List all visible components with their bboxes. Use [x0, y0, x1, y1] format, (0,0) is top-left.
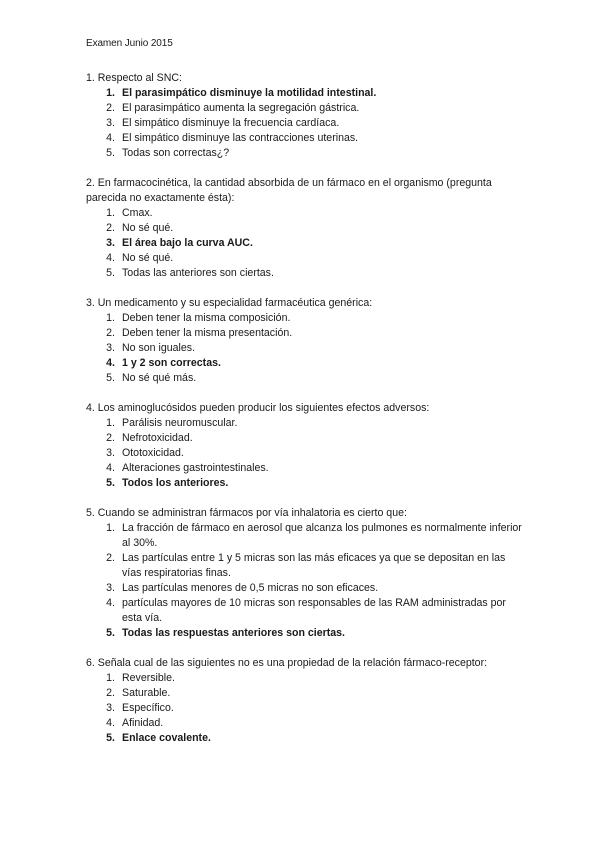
- option-item: [86, 251, 526, 266]
- option-item: [86, 311, 526, 326]
- question-text: 1. Respecto al SNC:: [86, 72, 182, 84]
- option-number: 1.: [106, 87, 115, 99]
- option-item: [86, 731, 526, 746]
- option-text: Saturable.: [122, 687, 171, 699]
- question-text: 6. Señala cual de las siguientes no es una propiedad de la relación fármaco-receptor:: [86, 657, 488, 669]
- question-text: 5. Cuando se administran fármacos por vía inhalatoria es cierto que:: [86, 507, 407, 519]
- option-item: [86, 476, 526, 491]
- option-text: Las partículas menores de 0,5 micras no son eficaces.: [122, 582, 379, 594]
- option-text: 1 y 2 son correctas.: [122, 357, 221, 369]
- exam-content: [86, 71, 526, 761]
- option-item: [86, 206, 526, 221]
- option-item: [86, 626, 526, 641]
- option-text: Afinidad.: [122, 717, 164, 729]
- option-number: 1.: [106, 672, 115, 684]
- option-text: El simpático disminuye las contracciones uterinas.: [122, 132, 359, 144]
- option-item: [86, 131, 526, 146]
- question-text: 3. Un medicamento y su especialidad farmacéutica genérica:: [86, 297, 373, 309]
- option-number: 2.: [106, 432, 115, 444]
- option-number: 4.: [106, 132, 115, 144]
- option-item: [86, 461, 526, 476]
- option-text: Ototoxicidad.: [122, 447, 184, 459]
- option-item: [86, 116, 526, 131]
- option-number: 3.: [106, 582, 115, 594]
- option-text: Nefrotoxicidad.: [122, 432, 193, 444]
- option-number: 3.: [106, 447, 115, 459]
- option-number: 1.: [106, 522, 115, 534]
- option-text: Deben tener la misma presentación.: [122, 327, 293, 339]
- options-list: [86, 521, 526, 641]
- option-text: Parálisis neuromuscular.: [122, 417, 238, 429]
- page-header: Examen Junio 2015: [86, 38, 173, 49]
- option-item: [86, 356, 526, 371]
- option-item: [86, 341, 526, 356]
- question-2: [86, 176, 526, 281]
- option-number: 2.: [106, 552, 115, 564]
- option-number: 2.: [106, 327, 115, 339]
- option-text: El simpático disminuye la frecuencia cardíaca.: [122, 117, 340, 129]
- option-number: 5.: [106, 372, 115, 384]
- option-number: 1.: [106, 207, 115, 219]
- option-text: No sé qué.: [122, 252, 174, 264]
- option-item: [86, 86, 526, 101]
- option-text: Todas son correctas¿?: [122, 147, 230, 159]
- option-text: Todas las anteriores son ciertas.: [122, 267, 274, 279]
- option-item: [86, 236, 526, 251]
- option-number: 1.: [106, 312, 115, 324]
- option-item: [86, 146, 526, 161]
- option-item: [86, 686, 526, 701]
- option-text: El parasimpático disminuye la motilidad intestinal.: [122, 87, 377, 99]
- option-item: [86, 266, 526, 281]
- option-number: 3.: [106, 117, 115, 129]
- question-3: [86, 296, 526, 386]
- option-number: 4.: [106, 597, 115, 609]
- option-number: 5.: [106, 627, 115, 639]
- option-text: Todos los anteriores.: [122, 477, 229, 489]
- option-text: Alteraciones gastrointestinales.: [122, 462, 269, 474]
- option-item: [86, 371, 526, 386]
- options-list: [86, 311, 526, 386]
- option-number: 2.: [106, 222, 115, 234]
- option-number: 4.: [106, 252, 115, 264]
- option-text: partículas mayores de 10 micras son responsables de las RAM administradas por esta vía.: [122, 597, 506, 624]
- option-item: [86, 101, 526, 116]
- option-number: 5.: [106, 477, 115, 489]
- question-5: [86, 506, 526, 641]
- question-4: [86, 401, 526, 491]
- question-text: 4. Los aminoglucósidos pueden producir los siguientes efectos adversos:: [86, 402, 430, 414]
- option-item: [86, 446, 526, 461]
- option-number: 4.: [106, 357, 115, 369]
- option-number: 4.: [106, 717, 115, 729]
- option-item: [86, 671, 526, 686]
- option-text: El área bajo la curva AUC.: [122, 237, 253, 249]
- option-item: [86, 326, 526, 341]
- option-item: [86, 716, 526, 731]
- option-text: No sé qué más.: [122, 372, 197, 384]
- option-text: Cmax.: [122, 207, 153, 219]
- option-item: [86, 416, 526, 431]
- option-number: 1.: [106, 417, 115, 429]
- option-item: [86, 581, 526, 596]
- option-text: Todas las respuestas anteriores son ciertas.: [122, 627, 345, 639]
- option-text: Reversible.: [122, 672, 175, 684]
- options-list: [86, 416, 526, 491]
- option-number: 3.: [106, 237, 115, 249]
- option-item: [86, 596, 526, 626]
- option-text: El parasimpático aumenta la segregación gástrica.: [122, 102, 360, 114]
- option-number: 2.: [106, 102, 115, 114]
- options-list: [86, 86, 526, 161]
- option-text: La fracción de fármaco en aerosol que alcanza los pulmones es normalmente inferior al 30%.: [122, 522, 522, 549]
- option-text: Específico.: [122, 702, 174, 714]
- option-number: 2.: [106, 687, 115, 699]
- options-list: [86, 671, 526, 746]
- option-item: [86, 551, 526, 581]
- option-text: No sé qué.: [122, 222, 174, 234]
- question-6: [86, 656, 526, 746]
- option-item: [86, 521, 526, 551]
- question-1: [86, 71, 526, 161]
- option-item: [86, 431, 526, 446]
- option-item: [86, 221, 526, 236]
- option-text: Enlace covalente.: [122, 732, 211, 744]
- option-text: Deben tener la misma composición.: [122, 312, 291, 324]
- option-number: 5.: [106, 732, 115, 744]
- option-text: No son iguales.: [122, 342, 196, 354]
- option-number: 5.: [106, 267, 115, 279]
- option-number: 4.: [106, 462, 115, 474]
- option-number: 3.: [106, 342, 115, 354]
- question-text: 2. En farmacocinética, la cantidad absorbida de un fármaco en el organismo (pregunta parecida no exactamente ésta):: [86, 177, 492, 204]
- option-item: [86, 701, 526, 716]
- option-number: 5.: [106, 147, 115, 159]
- option-number: 3.: [106, 702, 115, 714]
- option-text: Las partículas entre 1 y 5 micras son las más eficaces ya que se depositan en las vías respiratorias finas.: [122, 552, 506, 579]
- options-list: [86, 206, 526, 281]
